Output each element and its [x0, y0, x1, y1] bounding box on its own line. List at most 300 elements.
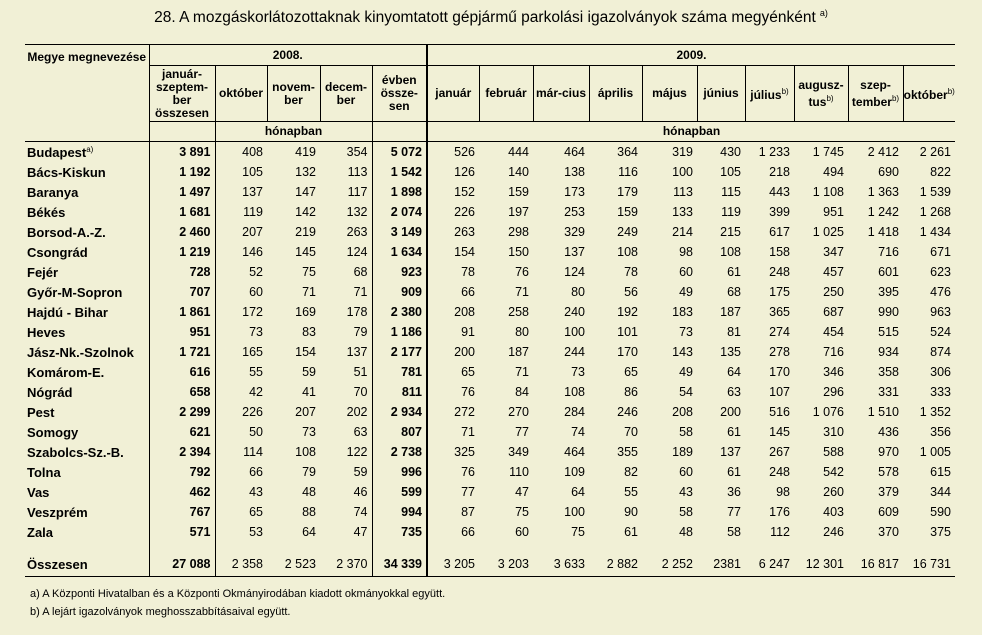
value-cell: 253 [564, 205, 585, 219]
col-2009-4: április [589, 66, 642, 122]
value-cell: 108 [295, 445, 316, 459]
value-cell: 331 [878, 385, 899, 399]
value-cell: 51 [320, 362, 372, 382]
value-cell: 1 721 [149, 342, 215, 362]
value-cell: 101 [617, 325, 638, 339]
parking-permit-table [25, 44, 955, 577]
unit-label-2009: hónapban [427, 122, 955, 142]
value-cell: 707 [149, 282, 215, 302]
value-cell: 58 [679, 505, 693, 519]
county-name: Fejér [25, 262, 149, 282]
value-cell: 140 [508, 165, 529, 179]
value-cell: 272 [454, 405, 475, 419]
value-cell: 1 005 [919, 445, 951, 459]
value-cell: 66 [249, 465, 263, 479]
table-row [25, 262, 955, 282]
value-cell: 3 205 [427, 552, 479, 577]
title-footnote-marker: a) [819, 8, 828, 18]
county-name: Nógrád [25, 382, 149, 402]
value-cell: 970 [878, 445, 899, 459]
value-cell: 61 [727, 265, 741, 279]
value-cell: 310 [823, 425, 844, 439]
value-cell: 152 [454, 185, 475, 199]
value-cell: 1 076 [812, 405, 844, 419]
value-cell: 609 [878, 505, 899, 519]
col-2009-1: január [427, 66, 479, 122]
value-cell: 133 [672, 205, 693, 219]
value-cell: 615 [930, 465, 951, 479]
value-cell: 78 [461, 265, 475, 279]
value-cell: 183 [672, 305, 693, 319]
value-cell: 49 [679, 285, 693, 299]
value-cell: 126 [454, 165, 475, 179]
value-cell: 71 [515, 285, 529, 299]
value-cell: 154 [295, 345, 316, 359]
value-cell: 75 [515, 505, 529, 519]
table-row [25, 402, 955, 422]
value-cell: 115 [721, 185, 741, 199]
county-name: Szabolcs-Sz.-B. [25, 442, 149, 462]
footnote-b: b) A lejárt igazolványok meghosszabbításaival együtt. [30, 606, 291, 618]
value-cell: 208 [672, 405, 693, 419]
value-cell: 284 [564, 405, 585, 419]
value-cell: 578 [878, 465, 899, 479]
county-name: Budapest$^{a)}$ [25, 142, 149, 163]
value-cell: 147 [295, 185, 316, 199]
value-cell: 107 [769, 385, 790, 399]
value-cell: 1 861 [149, 302, 215, 322]
value-cell: 990 [878, 305, 899, 319]
value-cell: 113 [320, 162, 372, 182]
value-cell: 6 247 [745, 552, 794, 577]
value-cell: 173 [564, 185, 585, 199]
col-2008-2: október [215, 66, 267, 122]
table-row [25, 502, 955, 522]
county-name: Veszprém [25, 502, 149, 522]
value-cell: 454 [823, 325, 844, 339]
value-cell: 60 [679, 265, 693, 279]
table-row [25, 442, 955, 462]
value-cell: 364 [617, 145, 638, 159]
value-cell: 114 [243, 445, 263, 459]
value-cell: 105 [720, 165, 741, 179]
value-cell: 278 [769, 345, 790, 359]
value-cell: 476 [930, 285, 951, 299]
value-cell: 87 [461, 505, 475, 519]
value-cell: 79 [320, 322, 372, 342]
value-cell: 50 [249, 425, 263, 439]
table-row [25, 162, 955, 182]
value-cell: 187 [720, 305, 741, 319]
value-cell: 1 497 [149, 182, 215, 202]
value-cell: 3 149 [372, 222, 427, 242]
value-cell: 444 [508, 145, 529, 159]
value-cell: 202 [320, 402, 372, 422]
value-cell: 464 [564, 445, 585, 459]
value-cell: 1 352 [919, 405, 951, 419]
value-cell: 296 [823, 385, 844, 399]
value-cell: 2 460 [149, 222, 215, 242]
value-cell: 325 [454, 445, 475, 459]
col-2008-5: évben össze-sen [372, 66, 427, 122]
value-cell: 200 [720, 405, 741, 419]
value-cell: 246 [823, 525, 844, 539]
value-cell: 333 [930, 385, 951, 399]
value-cell: 73 [302, 425, 316, 439]
value-cell: 55 [624, 485, 638, 499]
value-cell: 2 738 [372, 442, 427, 462]
value-cell: 200 [454, 345, 475, 359]
value-cell: 250 [823, 285, 844, 299]
col-2009-10: október$^{b)}$ [903, 66, 955, 122]
value-cell: 48 [302, 485, 316, 499]
value-cell: 249 [617, 225, 638, 239]
value-cell: 1 186 [372, 322, 427, 342]
value-cell: 46 [320, 482, 372, 502]
value-cell: 494 [823, 165, 844, 179]
value-cell: 1 192 [149, 162, 215, 182]
value-cell: 436 [878, 425, 899, 439]
col-2009-3: már-cius [533, 66, 589, 122]
value-cell: 226 [454, 205, 475, 219]
value-cell: 1 268 [919, 205, 951, 219]
value-cell: 515 [878, 325, 899, 339]
value-cell: 260 [823, 485, 844, 499]
value-cell: 419 [295, 145, 316, 159]
unit-label-2008: hónapban [215, 122, 372, 142]
value-cell: 356 [930, 425, 951, 439]
value-cell: 68 [320, 262, 372, 282]
value-cell: 2 252 [642, 552, 697, 577]
value-cell: 781 [372, 362, 427, 382]
value-cell: 408 [242, 145, 263, 159]
value-cell: 354 [320, 142, 372, 163]
value-cell: 2 358 [215, 552, 267, 577]
value-cell: 100 [564, 505, 585, 519]
value-cell: 65 [624, 365, 638, 379]
value-cell: 82 [624, 465, 638, 479]
county-name: Tolna [25, 462, 149, 482]
county-name: Békés [25, 202, 149, 222]
value-cell: 2 394 [149, 442, 215, 462]
value-cell: 119 [721, 205, 741, 219]
value-cell: 100 [672, 165, 693, 179]
value-cell: 124 [320, 242, 372, 262]
value-cell: 36 [727, 485, 741, 499]
value-cell: 137 [320, 342, 372, 362]
value-cell: 1 219 [149, 242, 215, 262]
value-cell: 60 [515, 525, 529, 539]
value-cell: 70 [624, 425, 638, 439]
value-cell: 207 [295, 405, 316, 419]
county-column-header: Megye megnevezése [25, 45, 149, 142]
value-cell: 73 [249, 325, 263, 339]
value-cell: 2 299 [149, 402, 215, 422]
value-cell: 346 [823, 365, 844, 379]
value-cell: 365 [769, 305, 790, 319]
value-cell: 170 [617, 345, 638, 359]
table-row [25, 322, 955, 342]
value-cell: 542 [823, 465, 844, 479]
county-name: Baranya [25, 182, 149, 202]
table-row [25, 282, 955, 302]
value-cell: 1 434 [919, 225, 951, 239]
value-cell: 590 [930, 505, 951, 519]
value-cell: 56 [624, 285, 638, 299]
value-cell: 621 [149, 422, 215, 442]
value-cell: 165 [242, 345, 263, 359]
table-row [25, 182, 955, 202]
unit-blank-2008 [149, 122, 215, 142]
value-cell: 2 934 [372, 402, 427, 422]
value-cell: 1 233 [758, 145, 790, 159]
value-cell: 1 242 [867, 205, 899, 219]
value-cell: 2 523 [267, 552, 320, 577]
value-cell: 214 [672, 225, 693, 239]
value-cell: 75 [571, 525, 585, 539]
value-cell: 1 025 [812, 225, 844, 239]
value-cell: 105 [242, 165, 263, 179]
value-cell: 270 [508, 405, 529, 419]
value-cell: 395 [878, 285, 899, 299]
value-cell: 64 [571, 485, 585, 499]
value-cell: 176 [769, 505, 790, 519]
value-cell: 49 [679, 365, 693, 379]
value-cell: 58 [727, 525, 741, 539]
value-cell: 79 [302, 465, 316, 479]
value-cell: 154 [454, 245, 475, 259]
value-cell: 347 [823, 245, 844, 259]
value-cell: 59 [302, 365, 316, 379]
value-cell: 61 [624, 525, 638, 539]
value-cell: 267 [769, 445, 790, 459]
value-cell: 716 [823, 345, 844, 359]
value-cell: 807 [372, 422, 427, 442]
value-cell: 218 [769, 165, 790, 179]
value-cell: 145 [295, 245, 316, 259]
value-cell: 2381 [697, 552, 745, 577]
footnote-a: a) A Központi Hivatalban és a Központi Okmányirodában kiadott okmányokkal együtt. [30, 588, 446, 600]
table-row [25, 222, 955, 242]
value-cell: 792 [149, 462, 215, 482]
value-cell: 3 633 [533, 552, 589, 577]
value-cell: 150 [508, 245, 529, 259]
value-cell: 64 [302, 525, 316, 539]
value-cell: 617 [769, 225, 790, 239]
spacer-row [25, 542, 955, 552]
year-2008-header: 2008. [149, 45, 427, 66]
value-cell: 464 [564, 145, 585, 159]
value-cell: 349 [508, 445, 529, 459]
county-name: Bács-Kiskun [25, 162, 149, 182]
value-cell: 73 [679, 325, 693, 339]
value-cell: 963 [930, 305, 951, 319]
county-name: Komárom-E. [25, 362, 149, 382]
col-2009-5: május [642, 66, 697, 122]
value-cell: 1 898 [372, 182, 427, 202]
value-cell: 1 745 [812, 145, 844, 159]
total-row [25, 552, 955, 577]
value-cell: 2 412 [867, 145, 899, 159]
value-cell: 370 [878, 525, 899, 539]
value-cell: 61 [727, 465, 741, 479]
value-cell: 403 [823, 505, 844, 519]
table-row [25, 242, 955, 262]
value-cell: 71 [461, 425, 475, 439]
value-cell: 258 [508, 305, 529, 319]
value-cell: 122 [320, 442, 372, 462]
value-cell: 571 [149, 522, 215, 542]
value-cell: 108 [564, 385, 585, 399]
value-cell: 923 [372, 262, 427, 282]
value-cell: 42 [249, 385, 263, 399]
value-cell: 75 [302, 265, 316, 279]
value-cell: 146 [242, 245, 263, 259]
value-cell: 909 [372, 282, 427, 302]
table-row [25, 522, 955, 542]
value-cell: 658 [149, 382, 215, 402]
value-cell: 43 [249, 485, 263, 499]
value-cell: 90 [624, 505, 638, 519]
value-cell: 74 [320, 502, 372, 522]
value-cell: 263 [454, 225, 475, 239]
value-cell: 63 [727, 385, 741, 399]
value-cell: 43 [679, 485, 693, 499]
value-cell: 159 [508, 185, 529, 199]
value-cell: 246 [617, 405, 638, 419]
value-cell: 3 203 [479, 552, 533, 577]
value-cell: 76 [461, 465, 475, 479]
value-cell: 116 [618, 165, 638, 179]
value-cell: 48 [679, 525, 693, 539]
value-cell: 735 [372, 522, 427, 542]
county-name: Borsod-A.-Z. [25, 222, 149, 242]
value-cell: 306 [930, 365, 951, 379]
value-cell: 80 [571, 285, 585, 299]
value-cell: 74 [571, 425, 585, 439]
value-cell: 601 [878, 265, 899, 279]
value-cell: 1 539 [919, 185, 951, 199]
value-cell: 599 [372, 482, 427, 502]
table-row [25, 482, 955, 502]
value-cell: 47 [320, 522, 372, 542]
value-cell: 159 [617, 205, 638, 219]
col-2009-2: február [479, 66, 533, 122]
county-name: Zala [25, 522, 149, 542]
value-cell: 108 [617, 245, 638, 259]
value-cell: 55 [249, 365, 263, 379]
value-cell: 687 [823, 305, 844, 319]
value-cell: 113 [673, 185, 693, 199]
value-cell: 1 363 [867, 185, 899, 199]
value-cell: 1 681 [149, 202, 215, 222]
value-cell: 175 [769, 285, 790, 299]
value-cell: 27 088 [149, 552, 215, 577]
value-cell: 526 [454, 145, 475, 159]
county-name: Összesen [25, 552, 149, 577]
value-cell: 60 [679, 465, 693, 479]
county-name: Jász-Nk.-Szolnok [25, 342, 149, 362]
value-cell: 1 510 [867, 405, 899, 419]
table-title: 28. A mozgáskorlátozottaknak kinyomtatott gépjármű parkolási igazolványok száma megyénként $^{a)}$ [154, 8, 828, 26]
value-cell: 76 [515, 265, 529, 279]
value-cell: 77 [727, 505, 741, 519]
value-cell: 70 [320, 382, 372, 402]
table-row [25, 362, 955, 382]
value-cell: 207 [242, 225, 263, 239]
value-cell: 623 [930, 265, 951, 279]
county-name: Hajdú - Bihar [25, 302, 149, 322]
value-cell: 616 [149, 362, 215, 382]
value-cell: 73 [571, 365, 585, 379]
value-cell: 274 [769, 325, 790, 339]
value-cell: 61 [727, 425, 741, 439]
value-cell: 53 [249, 525, 263, 539]
value-cell: 132 [295, 165, 316, 179]
value-cell: 192 [617, 305, 638, 319]
value-cell: 462 [149, 482, 215, 502]
value-cell: 2 380 [372, 302, 427, 322]
value-cell: 88 [302, 505, 316, 519]
value-cell: 60 [249, 285, 263, 299]
value-cell: 52 [249, 265, 263, 279]
value-cell: 226 [242, 405, 263, 419]
value-cell: 64 [727, 365, 741, 379]
value-cell: 951 [823, 205, 844, 219]
county-name: Csongrád [25, 242, 149, 262]
value-cell: 524 [930, 325, 951, 339]
value-cell: 34 339 [372, 552, 427, 577]
value-cell: 430 [720, 145, 741, 159]
value-cell: 132 [320, 202, 372, 222]
value-cell: 76 [461, 385, 475, 399]
col-2009-9: szep-tember$^{b)}$ [848, 66, 903, 122]
table-row [25, 302, 955, 322]
table-row [25, 202, 955, 222]
value-cell: 77 [461, 485, 475, 499]
value-cell: 98 [776, 485, 790, 499]
value-cell: 1 418 [867, 225, 899, 239]
value-cell: 117 [320, 182, 372, 202]
value-cell: 355 [617, 445, 638, 459]
value-cell: 137 [564, 245, 585, 259]
value-cell: 178 [320, 302, 372, 322]
value-cell: 170 [769, 365, 790, 379]
value-cell: 158 [769, 245, 790, 259]
value-cell: 951 [149, 322, 215, 342]
value-cell: 248 [769, 265, 790, 279]
value-cell: 54 [679, 385, 693, 399]
value-cell: 71 [515, 365, 529, 379]
value-cell: 5 072 [372, 142, 427, 163]
value-cell: 716 [878, 245, 899, 259]
value-cell: 179 [617, 185, 638, 199]
value-cell: 298 [508, 225, 529, 239]
value-cell: 12 301 [794, 552, 848, 577]
value-cell: 2 882 [589, 552, 642, 577]
value-cell: 71 [320, 282, 372, 302]
value-cell: 811 [372, 382, 427, 402]
value-cell: 119 [243, 205, 263, 219]
value-cell: 16 731 [903, 552, 955, 577]
value-cell: 65 [461, 365, 475, 379]
county-name: Győr-M-Sopron [25, 282, 149, 302]
value-cell: 137 [720, 445, 741, 459]
value-cell: 137 [242, 185, 263, 199]
value-cell: 135 [720, 345, 741, 359]
value-cell: 244 [564, 345, 585, 359]
col-2008-4: decem-ber [320, 66, 372, 122]
